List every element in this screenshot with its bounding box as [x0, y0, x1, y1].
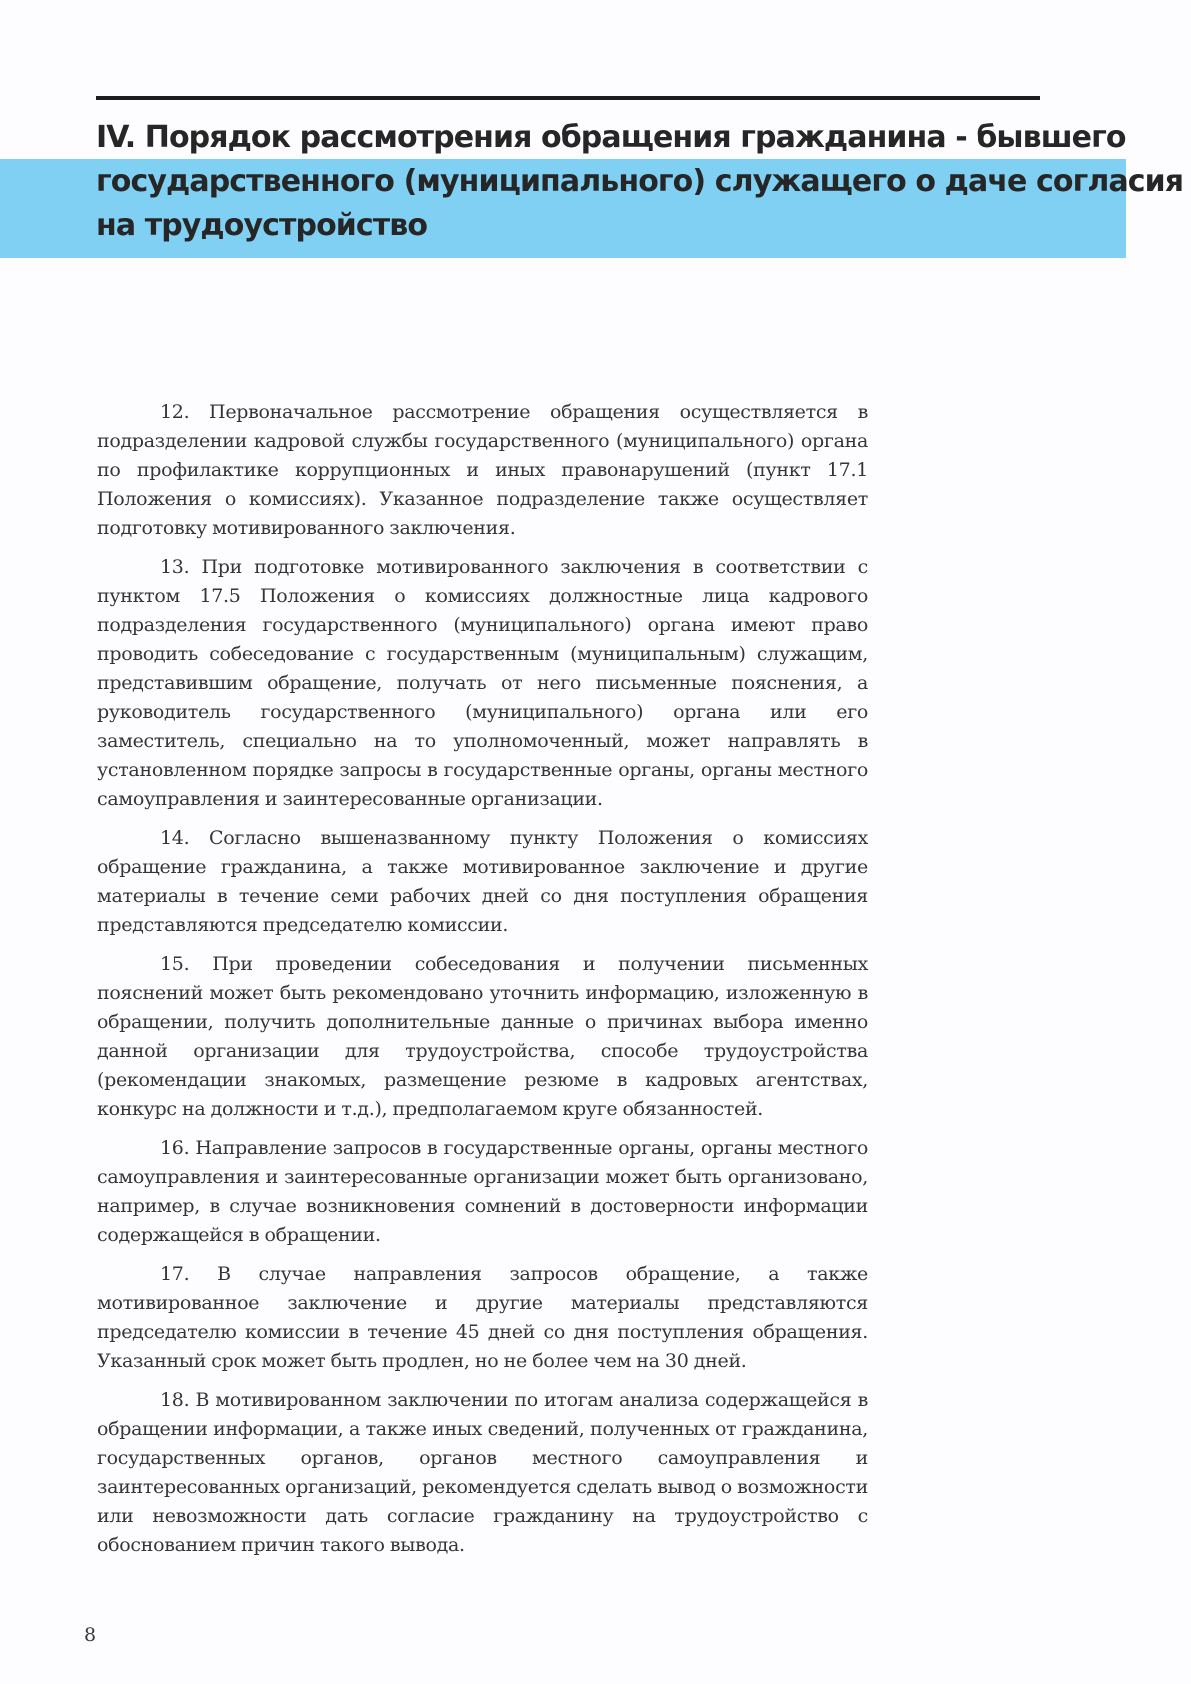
paragraph-16: 16. Направление запросов в государственные органы, органы местного самоуправления и заинтересованные организации может быть организовано, например, в случае возникновения сомнений в достоверности информации содержащейся в обращении. [97, 1137, 868, 1246]
section-heading-line-2: государственного (муниципального) служащего о даче согласия [96, 164, 1184, 199]
section-heading-line-3: на трудоустройство [96, 208, 428, 243]
paragraph-17: 17. В случае направления запросов обращение, а также мотивированное заключение и другие материалы представляются председателю комиссии в течение 45 дней со дня поступления обращения. Указанный срок может быть продлен, но не более чем на 30 дней. [97, 1263, 868, 1372]
section-heading-line-1: IV. Порядок рассмотрения обращения гражданина - бывшего [96, 120, 1126, 155]
paragraph-12: 12. Первоначальное рассмотрение обращения осуществляется в подразделении кадровой службы государственного (муниципального) органа по профилактике коррупционных и иных правонарушений (пункт 17.1 Положения о комиссиях). Указанное подразделение также осуществляет подготовку мотивированного заключения. [97, 401, 868, 539]
page-number: 8 [84, 1624, 97, 1646]
paragraph-13: 13. При подготовке мотивированного заключения в соответствии с пунктом 17.5 Положения о комиссиях должностные лица кадрового подразделения государственного (муниципального) органа имеют право проводить собеседование с государственным (муниципальным) служащим, представившим обращение, получать от него письменные пояснения, а руководитель государственного (муниципального) органа или его заместитель, специально на то уполномоченный, может направлять в установленном порядке запросы в государственные органы, органы местного самоуправления и заинтересованные организации. [97, 556, 868, 810]
section-heading [96, 116, 1184, 248]
paragraph-15: 15. При проведении собеседования и получении письменных пояснений может быть рекомендовано уточнить информацию, изложенную в обращении, получить дополнительные данные о причинах выбора именно данной организации для трудоустройства, способе трудоустройства (рекомендации знакомых, размещение резюме в кадровых агентствах, конкурс на должности и т.д.), предполагаемом круге обязанностей. [97, 953, 868, 1120]
body-text [97, 398, 868, 1570]
top-divider [96, 96, 1040, 100]
paragraph-14: 14. Согласно вышеназванному пункту Положения о комиссиях обращение гражданина, а также мотивированное заключение и другие материалы в течение семи рабочих дней со дня поступления обращения представляются председателю комиссии. [97, 827, 868, 936]
paragraph-18: 18. В мотивированном заключении по итогам анализа содержащейся в обращении информации, а также иных сведений, полученных от гражданина, государственных органов, органов местного самоуправления и заинтересованных организаций, рекомендуется сделать вывод о возможности или невозможности дать согласие гражданину на трудоустройство с обоснованием причин такого вывода. [97, 1389, 868, 1556]
